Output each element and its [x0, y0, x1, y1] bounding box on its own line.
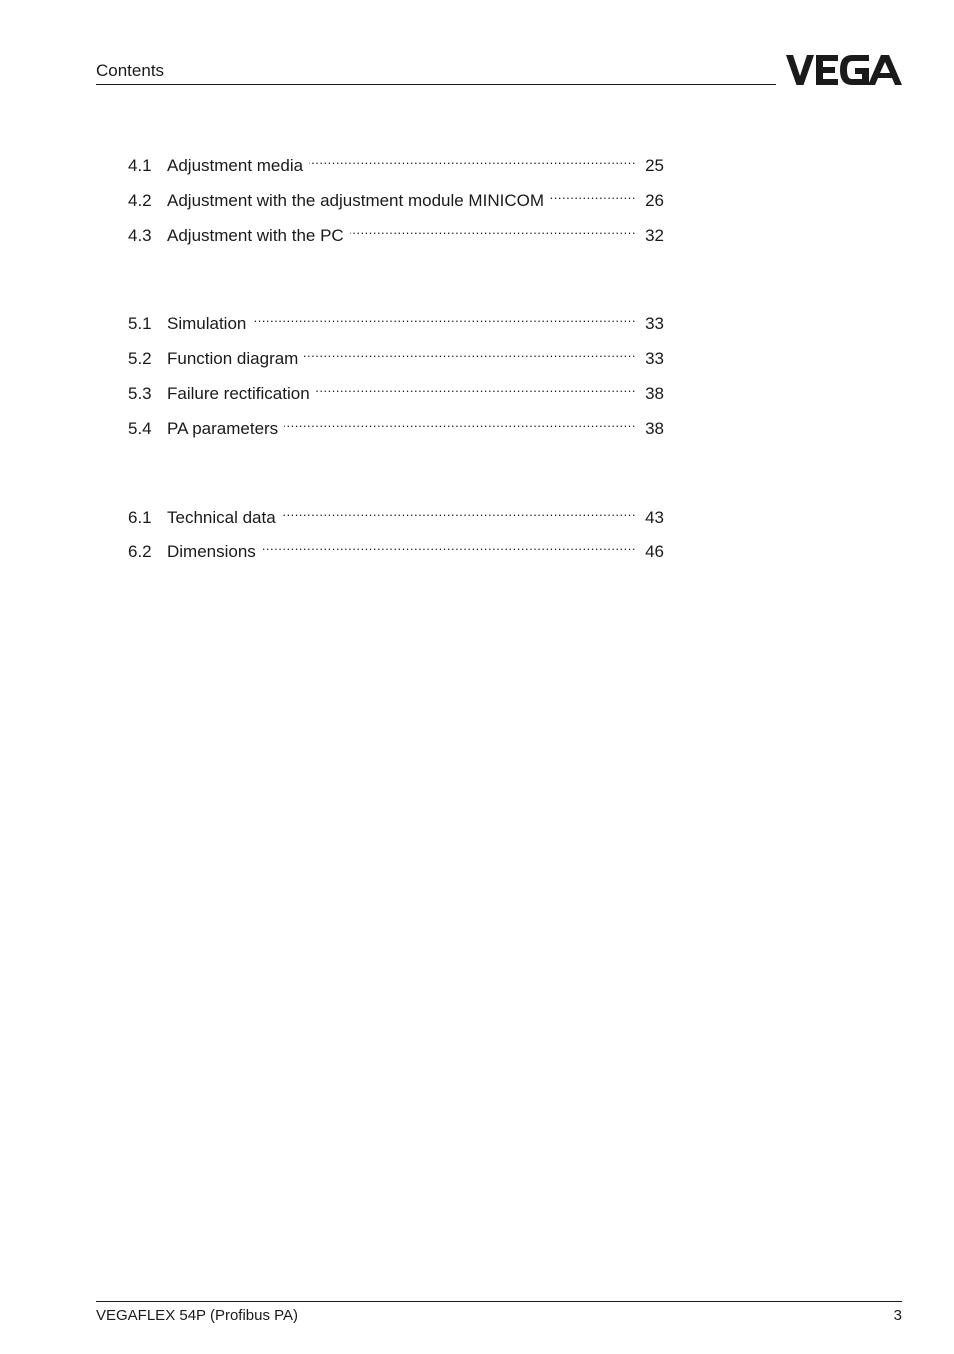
- toc-entry[interactable]: [128, 501, 664, 527]
- toc-entry[interactable]: [128, 219, 664, 245]
- toc-entry-page: 38: [645, 384, 664, 403]
- toc-entry-page: 43: [645, 508, 664, 527]
- toc-entry-title: PA parameters: [167, 419, 279, 438]
- footer-document-name: VEGAFLEX 54P (Profibus PA): [96, 1307, 299, 1324]
- toc-entry-title: Adjustment with the adjustment module MINICOM: [167, 191, 544, 210]
- toc-dot-leader: [252, 307, 636, 329]
- toc-entry-title: Simulation: [167, 314, 247, 333]
- toc-dot-leader: [262, 535, 636, 557]
- toc-entry-page: 46: [645, 542, 664, 561]
- toc-entry-title: Adjustment with the PC: [167, 226, 344, 245]
- toc-dot-leader: [316, 377, 636, 399]
- toc-entry-number: 5.3: [128, 384, 152, 403]
- toc-entry-number: 4.2: [128, 191, 152, 210]
- header-rule: [96, 84, 776, 85]
- footer-page-number: 3: [893, 1307, 902, 1324]
- toc-entry-title: Dimensions: [167, 542, 256, 561]
- toc-entry-number: 5.1: [128, 314, 152, 333]
- toc-entry[interactable]: [128, 184, 664, 210]
- header-title: Contents: [96, 61, 165, 80]
- toc-entry-number: 6.1: [128, 508, 152, 527]
- toc-dot-leader: [309, 149, 636, 171]
- toc-entry-page: 32: [645, 226, 664, 245]
- toc-dot-leader: [350, 219, 636, 241]
- toc-entry-page: 33: [645, 349, 664, 368]
- toc-entry-page: 26: [645, 191, 664, 210]
- toc-entry-number: 6.2: [128, 542, 152, 561]
- toc-dot-leader: [284, 412, 636, 434]
- toc-entry-page: 33: [645, 314, 664, 333]
- vega-logo-graphic: [786, 54, 902, 86]
- toc-entry-title: Function diagram: [167, 349, 299, 368]
- toc-dot-leader: [304, 342, 636, 364]
- toc-entry-number: 4.1: [128, 156, 152, 175]
- vega-logo: [786, 54, 902, 86]
- toc-entry[interactable]: [128, 412, 664, 438]
- toc-dot-leader: [282, 501, 636, 523]
- toc-entry-number: 4.3: [128, 226, 152, 245]
- toc-entry[interactable]: [128, 342, 664, 368]
- toc-entry[interactable]: [128, 535, 664, 561]
- toc-entry-title: Adjustment media: [167, 156, 304, 175]
- toc-entry-page: 38: [645, 419, 664, 438]
- toc-entry-number: 5.4: [128, 419, 152, 438]
- toc-entry-title: Technical data: [167, 508, 276, 527]
- footer-rule: [96, 1301, 902, 1302]
- toc-entry[interactable]: [128, 149, 664, 175]
- toc-entry[interactable]: [128, 377, 664, 403]
- toc-entry[interactable]: [128, 307, 664, 333]
- toc-entry-title: Failure rectification: [167, 384, 310, 403]
- toc-entry-page: 25: [645, 156, 664, 175]
- toc-dot-leader: [550, 184, 636, 206]
- toc-entry-number: 5.2: [128, 349, 152, 368]
